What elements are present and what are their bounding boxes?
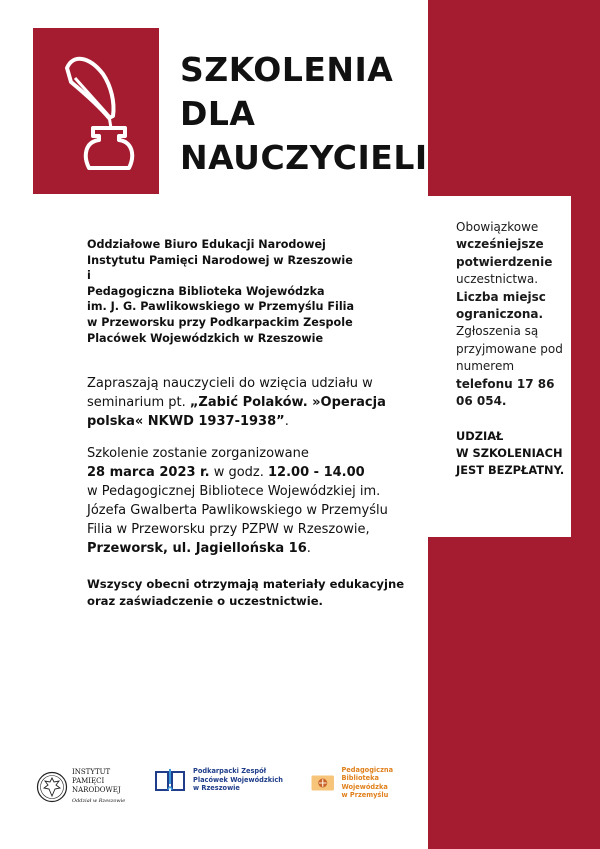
materials-note: Wszyscy obecni otrzymają materiały edukacyjne oraz zaświadczenie o uczestnictwie. xyxy=(87,577,405,608)
ipn-line: NARODOWEJ xyxy=(72,786,121,794)
pbw-line: Biblioteka Wojewódzka xyxy=(341,774,388,791)
page-title xyxy=(180,48,428,180)
address-end: . xyxy=(306,541,311,556)
free-line: JEST BEZPŁATNY. xyxy=(456,463,565,477)
organizer-line: Pedagogiczna Biblioteka Wojewódzka xyxy=(87,284,325,298)
organizer-line: im. J. G. Pawlikowskiego w Przemyślu Filia xyxy=(87,300,355,314)
ipn-line: INSTYTUT xyxy=(72,768,111,776)
sidebar-text: uczestnictwa. xyxy=(456,272,539,287)
phone-number: telefonu 17 86 06 054. xyxy=(456,376,555,409)
pbw-line: w Przemyślu xyxy=(341,791,389,800)
organizer-line: Oddziałowe Biuro Edukacji Narodowej xyxy=(87,238,326,251)
free-participation-note xyxy=(456,428,568,479)
pzpw-line: w Rzeszowie xyxy=(193,784,240,793)
title-line: SZKOLENIA xyxy=(180,50,394,89)
organizers-block xyxy=(87,237,407,346)
title-line: DLA xyxy=(180,94,256,133)
organizer-line: Placówek Wojewódzkich w Rzeszowie xyxy=(87,331,324,345)
event-date: 28 marca 2023 r. xyxy=(87,465,210,480)
organizer-line: Instytutu Pamięci Narodowej w Rzeszowie xyxy=(87,253,353,267)
ipn-logo xyxy=(36,768,125,806)
sidebar-bold: Liczba miejsc ograniczona. xyxy=(456,289,546,322)
pbw-logo xyxy=(310,766,406,800)
pzpw-line: Podkarpacki Zespół xyxy=(193,767,267,776)
details-paragraph xyxy=(87,444,417,558)
pbw-line: Pedagogiczna xyxy=(341,766,394,774)
event-place: w Pedagogicznej Bibliotece Wojewódzkiej im. Józefa Gwalberta Pawlikowskiego w Przemyślu Filia w Przeworsku przy PZPW w Rzeszowie, xyxy=(87,484,388,537)
header-logo xyxy=(33,28,159,194)
pzpw-line: Placówek Wojewódzkich xyxy=(193,775,283,784)
eagle-emblem-icon xyxy=(36,771,68,803)
pzpw-logo xyxy=(153,766,283,794)
event-address: Przeworsk, ul. Jagiellońska 16 xyxy=(87,541,307,556)
ipn-line: PAMIĘCI xyxy=(72,777,105,785)
hours-prefix: w godz. xyxy=(209,465,269,480)
invitation-paragraph xyxy=(87,374,417,431)
free-line: UDZIAŁ xyxy=(456,429,504,443)
title-line: NAUCZYCIELI xyxy=(180,138,428,177)
inkwell-quill-icon xyxy=(53,46,139,176)
invitation-intro: Zapraszają nauczycieli do wzięcia udziału w seminarium pt. xyxy=(87,376,373,410)
sidebar-text: Obowiązkowe xyxy=(456,220,539,234)
organizer-line: i xyxy=(87,269,91,283)
seminar-title: „Zabić Polaków. »Operacja polska« NKWD 1937-1938” xyxy=(87,395,386,429)
details-intro: Szkolenie zostanie zorganizowane xyxy=(87,446,309,461)
sidebar-bold: wcześniejsze potwierdzenie xyxy=(456,237,553,269)
event-hours: 12.00 - 14.00 xyxy=(268,465,365,480)
footer-logos xyxy=(36,760,406,810)
ipn-subline: Oddział w Rzeszowie xyxy=(72,798,126,804)
registration-info xyxy=(456,219,568,410)
free-line: W SZKOLENIACH xyxy=(456,446,563,460)
invitation-end: . xyxy=(284,414,289,429)
open-book-icon xyxy=(153,766,187,794)
library-book-icon xyxy=(310,769,335,797)
sidebar-text: Zgłoszenia są przyjmowane pod numerem xyxy=(456,324,563,374)
organizer-line: w Przeworsku przy Podkarpackim Zespole xyxy=(87,315,353,329)
